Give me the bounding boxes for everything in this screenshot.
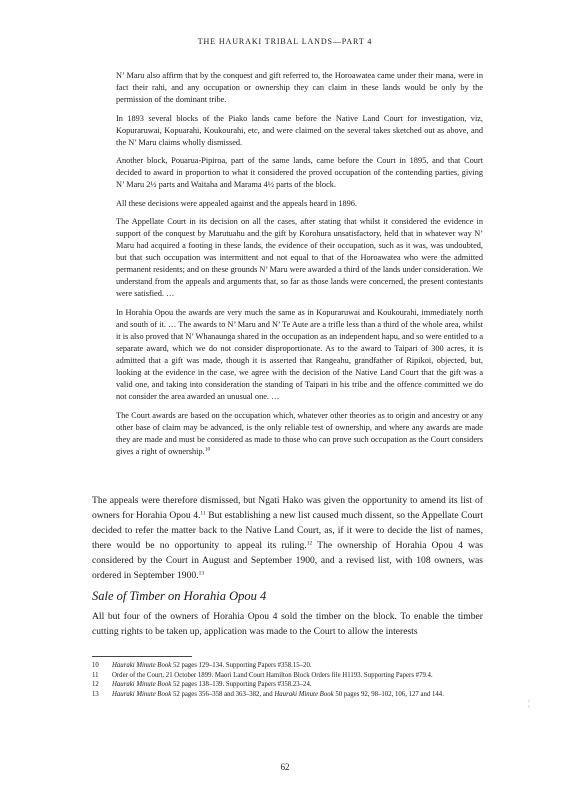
footnote-ref[interactable]: 13 (198, 570, 205, 577)
quote-paragraph: In Horahia Opou the awards are very much the same as in Kopuraruwai and Koukourahi, immediately north and south of it. … The awards to N’ Maru and N’ Te Aute are a trifle less than a third of the whole area, whilst it is also proved that N’ Whanaunga shared in the occupation as an independent hapu, and so were entitled to a separate award, which we do not consider disproportionate. As to the award to Taipari of 300 acres, it is admitted that a gift was made, though it is asserted that Rangeahu, grandfather of Ripikoi, objected, but, looking at the evidence in the case, we agree with the decision of the Native Land Court that the gift was a valid one, and taking into consideration the standing of Taipari in his tribe and the offence committed we do not consider the area awarded an unusual one. … (116, 307, 483, 401)
footnote (92, 672, 483, 681)
footnote-number: 13 (92, 690, 99, 698)
quote-paragraph: All these decisions were appealed against and the appeals heard in 1896. (116, 198, 357, 208)
footnote-source: Hauraki Minute Book (112, 662, 172, 669)
body-text-segment: The appeals were therefore dismissed, but Ngati Hako was given the opportunity to amend its list of owners for Horahia Opou 4. (92, 495, 483, 521)
footnote-source: Hauraki Minute Book (112, 690, 172, 698)
footnote-detail: Order of the Court, 21 October 1899. Maori Land Court Hamilton Block Orders file H1193. Supporting Papers #79.4. (112, 671, 433, 679)
footnote-number: 11 (92, 671, 99, 679)
footnote-number: 12 (92, 681, 99, 688)
footnote (92, 691, 483, 700)
footnote-divider (92, 656, 192, 657)
body-paragraph (92, 493, 483, 583)
footnote-ref[interactable]: 10 (204, 446, 211, 453)
footnote-detail: 50 pages 92, 98–102, 106, 127 and 144. (333, 690, 444, 698)
footnotes (92, 662, 483, 700)
footnote (92, 662, 483, 671)
footnote-text (112, 681, 483, 690)
footnote-source: Hauraki Minute Book (112, 681, 172, 688)
body-paragraph: All but four of the owners of Horahia Opou 4 sold the timber on the block. To enable the timber cutting rights to be taken up, application was made to the Court to allow the interests (92, 611, 483, 637)
section-heading: Sale of Timber on Horahia Opou 4 (92, 589, 267, 603)
quote-paragraph: The Appellate Court in its decision on all the cases, after stating that whilst it considered the evidence in support of the conquest by Marutuahu and the gift by Korohura unsatisfactory, held that in whatever way N’ Maru had acquired a footing in these lands, the evidence of their occupation, such as it was, was undoubted, but that such occupation was intermittent and not equal to that of the Horoawatea who were the admitted permanent residents; and on these grounds N’ Maru were awarded a third of the lands under consideration. We understand from the appeals and arguments that, so far as those lands were concerned, the present contestants were satisfied. … (116, 217, 483, 299)
running-head: THE HAURAKI TRIBAL LANDS—PART 4 (197, 37, 373, 46)
margin-tick-mark: ¦ (528, 698, 530, 708)
footnote-text (112, 691, 483, 700)
footnote-ref[interactable]: 11 (200, 510, 206, 517)
page-number: 62 (280, 762, 290, 772)
footnote-source: Hauraki Minute Book (274, 690, 334, 698)
quote-paragraph: N’ Maru also affirm that by the conquest and gift referred to, the Horoawatea came under their mana, were in fact their rahi, and any occupation or ownership they can claim in these lands would be only by the permission of the dominant tribe. (116, 71, 483, 104)
section-body (92, 609, 483, 639)
footnote-ref[interactable]: 12 (306, 540, 313, 547)
quote-paragraph: In 1893 several blocks of the Piako lands came before the Native Land Court for investigation, viz, Kopuraruwai, Kopuarahi, Koukourahi, etc, and were claimed on the several takes sketched out as above, and the N’ Maru claims wholly dismissed. (116, 113, 483, 147)
quote-paragraph (116, 410, 483, 458)
footnote (92, 681, 483, 690)
footnote-text (112, 662, 483, 671)
body-text (92, 493, 483, 583)
footnote-number: 10 (92, 662, 99, 669)
footnote-detail: 52 pages 356–358 and 363–382, and (171, 690, 275, 698)
block-quote (116, 70, 483, 464)
quote-text: The Court awards are based on the occupation which, whatever other theories as to origin and ancestry or any other base of claim may be advanced, is the only reliable test of ownership, and where any awards are made they are made and must be considered as made to those who can prove such occupation as the Court considers gives a right of ownership. (116, 410, 483, 456)
quote-paragraph: Another block, Pouarua-Pipiroa, part of the same lands, came before the Court in 1895, and that Court decided to award in proportion to what it considered the proved occupation of the contending parties, giving N’ Maru 2½ parts and Waitaha and Marama 4½ parts of the block. (116, 156, 483, 190)
body-text-segment: But establishing a new list caused much dissent, so the Appellate Court decided to refer the matter back to the Native Land Court, as, if it were to decide the list of names, there would be no opportunity to appeal its ruling. (92, 510, 483, 551)
footnote-detail: 52 pages 129–134. Supporting Papers #358.15–20. (171, 662, 312, 669)
body-text-segment: The ownership of Horahia Opou 4 was considered by the Court in August and September 1900, and a revised list, with 108 owners, was ordered in September 1900. (92, 540, 483, 581)
footnote-text (112, 672, 483, 681)
footnote-detail: 52 pages 138–139. Supporting Papers #358.23–24. (171, 681, 312, 688)
